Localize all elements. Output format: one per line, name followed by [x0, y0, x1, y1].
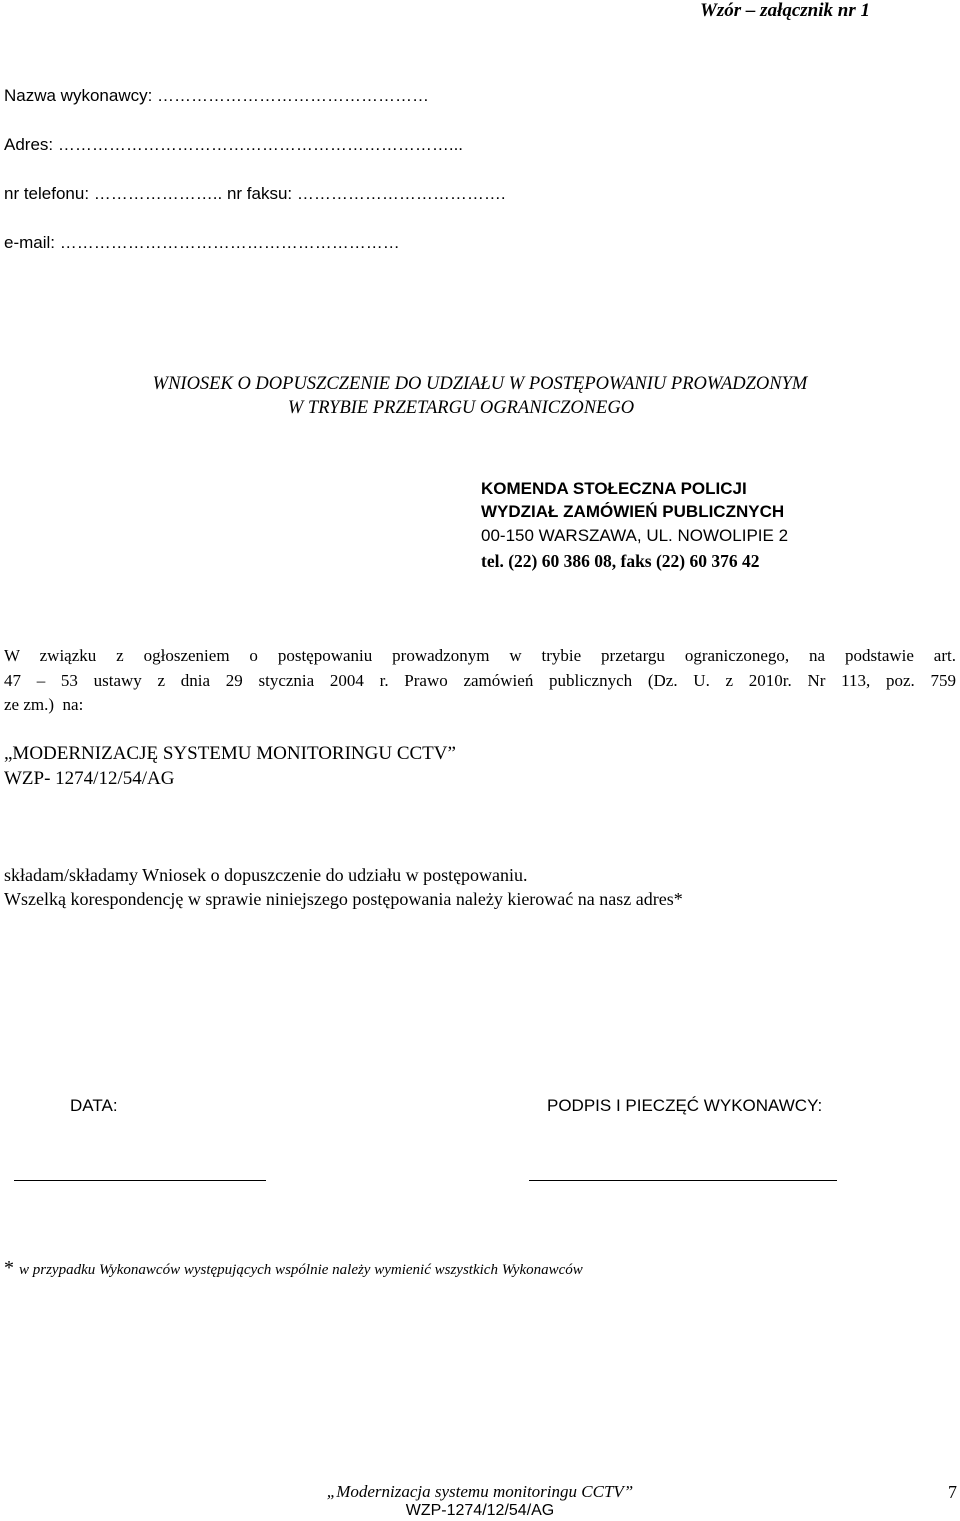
correspondence-text: Wszelką korespondencję w sprawie niniejszego postępowania należy kierować na nasz adres* — [4, 889, 683, 909]
date-signature-line[interactable] — [14, 1180, 266, 1181]
contractor-address-field[interactable]: Adres: ……………………………………………………………... — [4, 135, 464, 154]
intro-line-2: 47 – 53 ustawy z dnia 29 stycznia 2004 r. Prawo zamówień publicznych (Dz. U. z 2010r. Nr 113, poz. 759 — [4, 671, 956, 690]
footer-title: „Modernizacja systemu monitoringu CCTV” — [326, 1482, 634, 1501]
addressee-department: WYDZIAŁ ZAMÓWIEŃ PUBLICZNYCH — [481, 502, 785, 521]
document-title-line2: W TRYBIE PRZETARGU OGRANICZONEGO — [287, 398, 635, 418]
signature-label: PODPIS I PIECZĘĆ WYKONAWCY: — [547, 1096, 823, 1115]
contractor-phone-fax-field[interactable]: nr telefonu: ………………….. nr faksu: ………………………………. — [4, 184, 506, 203]
attachment-label: Wzór – załącznik nr 1 — [700, 0, 870, 21]
document-title-line1: WNIOSEK O DOPUSZCZENIE DO UDZIAŁU W POSTĘPOWANIU PROWADZONYM — [152, 374, 808, 394]
page-number: 7 — [948, 1482, 957, 1502]
footnote-text: w przypadku Wykonawców występujących wspólnie należy wymienić wszystkich Wykonawców — [19, 1262, 583, 1278]
procurement-subject: „MODERNIZACJĘ SYSTEMU MONITORINGU CCTV” — [4, 743, 456, 764]
intro-line-1: W związku z ogłoszeniem o postępowaniu prowadzonym w trybie przetargu ograniczonego, na podstawie art. — [4, 646, 956, 665]
addressee-name: KOMENDA STOŁECZNA POLICJI — [481, 479, 747, 498]
date-label: DATA: — [70, 1096, 118, 1115]
procurement-reference: WZP- 1274/12/54/AG — [4, 768, 175, 789]
footnote-marker: * — [4, 1257, 14, 1279]
addressee-phone: tel. (22) 60 386 08, faks (22) 60 376 42 — [481, 551, 760, 571]
addressee-address: 00-150 WARSZAWA, UL. NOWOLIPIE 2 — [481, 526, 789, 545]
intro-line-3: ze zm.) na: — [4, 695, 84, 714]
contractor-email-field[interactable]: e-mail: …………………………………………………… — [4, 233, 400, 252]
contractor-signature-line[interactable] — [529, 1180, 837, 1181]
declaration-text: składam/składamy Wniosek o dopuszczenie do udziału w postępowaniu. — [4, 865, 528, 885]
contractor-name-field[interactable]: Nazwa wykonawcy: ………………………………………… — [4, 86, 430, 105]
footer-reference: WZP-1274/12/54/AG — [405, 1502, 555, 1519]
